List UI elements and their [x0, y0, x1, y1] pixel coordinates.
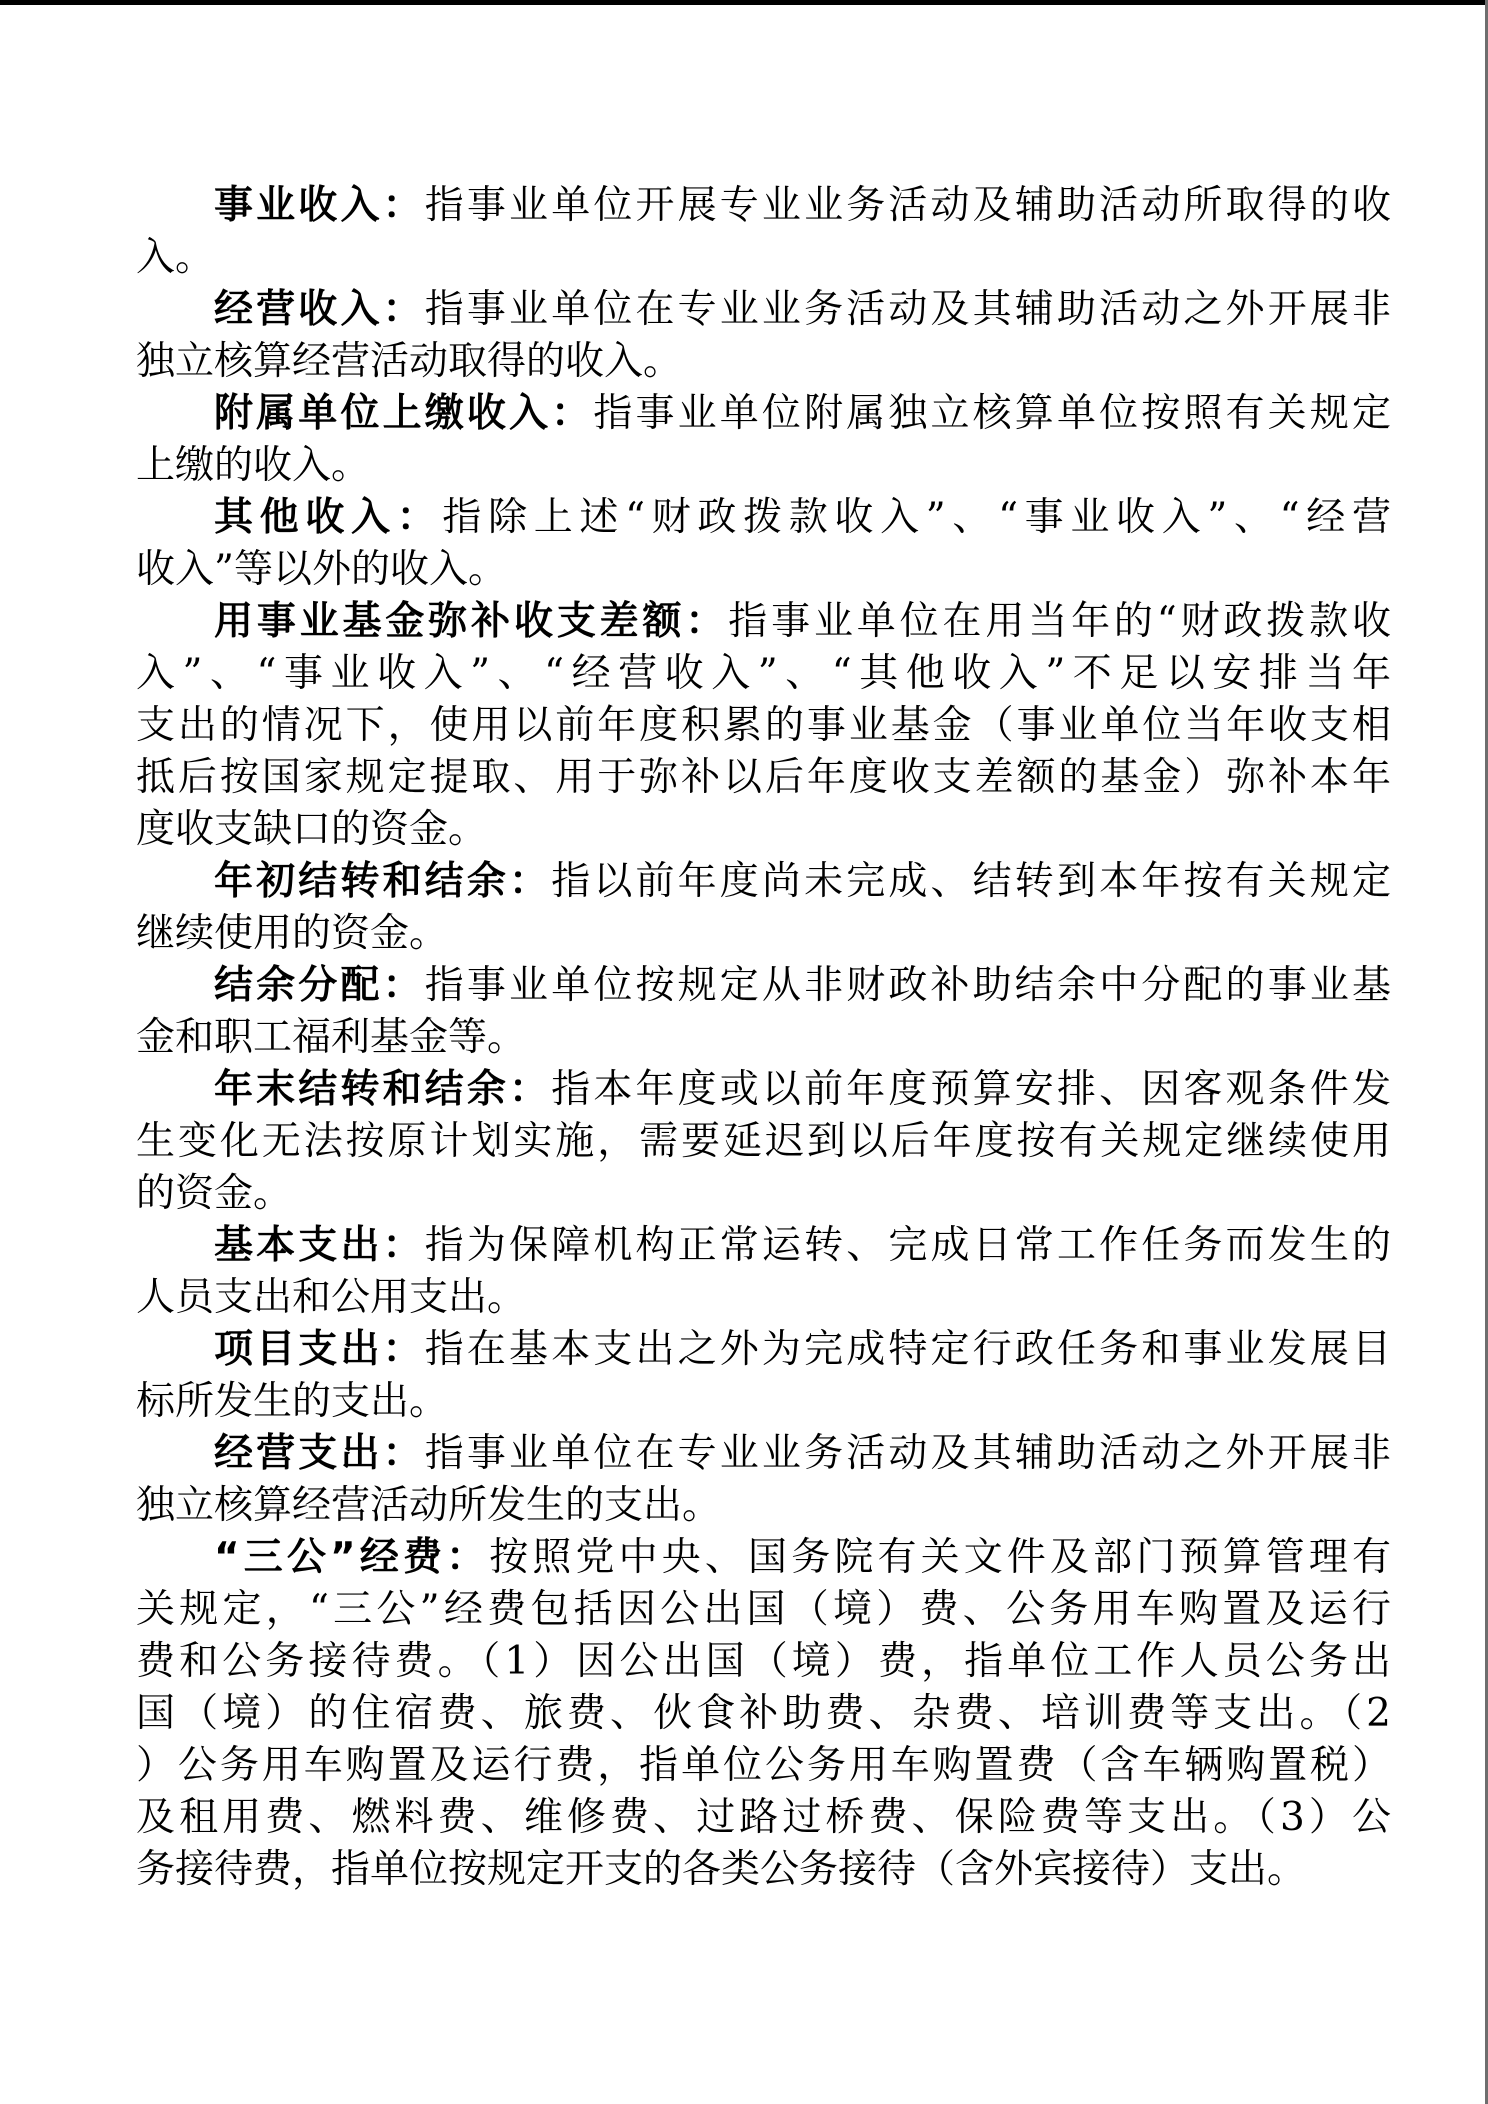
body-text: 收入”等以外的收入。	[136, 547, 507, 592]
term-label: 其他收入：	[214, 495, 443, 540]
paragraph	[136, 1428, 1391, 1532]
body-text: 抵后按国家规定提取、用于弥补以后年度收支差额的基金）弥补本年	[136, 755, 1391, 800]
body-text: 继续使用的资金。	[136, 911, 449, 956]
paragraph	[136, 388, 1391, 492]
text-line	[136, 1168, 1391, 1220]
term-label: 项目支出：	[214, 1327, 425, 1372]
text-line	[136, 1480, 1391, 1532]
body-text: 指事业单位开展专业业务活动及辅助活动所取得的收	[424, 183, 1391, 228]
body-text: 标所发生的支出。	[136, 1379, 449, 1424]
term-label: 经营支出：	[214, 1431, 425, 1476]
paragraph	[136, 1324, 1391, 1428]
paragraph	[136, 1064, 1391, 1220]
text-line	[136, 1376, 1391, 1428]
text-line	[136, 336, 1391, 388]
body-text: 指以前年度尚未完成、结转到本年按有关规定	[551, 859, 1391, 904]
body-text: 生变化无法按原计划实施，需要延迟到以后年度按有关规定继续使用	[136, 1119, 1391, 1164]
body-text: 指事业单位附属独立核算单位按照有关规定	[593, 391, 1391, 436]
body-text: 按照党中央、国务院有关文件及部门预算管理有	[489, 1535, 1391, 1580]
body-text: 国（境）的住宿费、旅费、伙食补助费、杂费、培训费等支出。（2	[136, 1691, 1391, 1736]
text-line	[136, 1324, 1391, 1376]
body-text: 独立核算经营活动取得的收入。	[136, 339, 683, 384]
text-line	[136, 960, 1391, 1012]
body-text: ）公务用车购置及运行费，指单位公务用车购置费（含车辆购置税）	[136, 1743, 1391, 1788]
text-line	[136, 1272, 1391, 1324]
body-text: 费和公务接待费。（1）因公出国（境）费，指单位工作人员公务出	[136, 1639, 1391, 1684]
text-line	[136, 700, 1391, 752]
text-line	[136, 1012, 1391, 1064]
term-label: 经营收入：	[214, 287, 425, 332]
paragraph	[136, 596, 1391, 856]
body-text: 指事业单位在专业业务活动及其辅助活动之外开展非	[424, 287, 1391, 332]
text-line	[136, 1064, 1391, 1116]
top-border-bar	[0, 0, 1488, 5]
paragraph	[136, 1220, 1391, 1324]
text-line	[136, 492, 1391, 544]
text-line	[136, 1584, 1391, 1636]
body-text: 指事业单位在专业业务活动及其辅助活动之外开展非	[424, 1431, 1391, 1476]
body-text: 关规定，“三公”经费包括因公出国（境）费、公务用车购置及运行	[136, 1587, 1391, 1632]
body-text: 独立核算经营活动所发生的支出。	[136, 1483, 722, 1528]
term-label: 事业收入：	[214, 183, 425, 228]
text-line	[136, 1532, 1391, 1584]
text-line	[136, 1844, 1391, 1896]
body-text: 入”、“事业收入”、“经营收入”、“其他收入”不足以安排当年	[136, 651, 1391, 696]
text-line	[136, 1428, 1391, 1480]
body-text: 及租用费、燃料费、维修费、过路过桥费、保险费等支出。（3）公	[136, 1795, 1391, 1840]
text-line	[136, 648, 1391, 700]
term-label: 附属单位上缴收入：	[214, 391, 594, 436]
body-text: 金和职工福利基金等。	[136, 1015, 527, 1060]
body-text: 指在基本支出之外为完成特定行政任务和事业发展目	[424, 1327, 1391, 1372]
body-text: 指本年度或以前年度预算安排、因客观条件发	[551, 1067, 1391, 1112]
text-line	[136, 856, 1391, 908]
body-text: 支出的情况下，使用以前年度积累的事业基金（事业单位当年收支相	[136, 703, 1391, 748]
text-line	[136, 180, 1391, 232]
term-label: “三公”经费：	[214, 1535, 490, 1580]
body-text: 的资金。	[136, 1171, 293, 1216]
body-text: 度收支缺口的资金。	[136, 807, 488, 852]
text-line	[136, 1688, 1391, 1740]
text-line	[136, 440, 1391, 492]
body-text: 指除上述“财政拨款收入”、“事业收入”、“经营	[442, 495, 1391, 540]
text-line	[136, 232, 1391, 284]
text-line	[136, 1792, 1391, 1844]
term-label: 用事业基金弥补收支差额：	[214, 599, 729, 644]
term-label: 年初结转和结余：	[214, 859, 552, 904]
body-text: 人员支出和公用支出。	[136, 1275, 527, 1320]
text-line	[136, 804, 1391, 856]
body-text: 上缴的收入。	[136, 443, 371, 488]
term-label: 结余分配：	[214, 963, 425, 1008]
text-line	[136, 388, 1391, 440]
text-line	[136, 1116, 1391, 1168]
paragraph	[136, 856, 1391, 960]
paragraph	[136, 180, 1391, 284]
text-line	[136, 596, 1391, 648]
paragraph	[136, 284, 1391, 388]
body-text: 指事业单位在用当年的“财政拨款收	[728, 599, 1391, 644]
text-line	[136, 752, 1391, 804]
body-text: 指为保障机构正常运转、完成日常工作任务而发生的	[424, 1223, 1391, 1268]
term-label: 年末结转和结余：	[214, 1067, 552, 1112]
paragraph	[136, 1532, 1391, 1896]
body-text: 指事业单位按规定从非财政补助结余中分配的事业基	[424, 963, 1391, 1008]
text-line	[136, 1636, 1391, 1688]
body-text: 务接待费，指单位按规定开支的各类公务接待（含外宾接待）支出。	[136, 1847, 1307, 1892]
text-line	[136, 908, 1391, 960]
text-line	[136, 1220, 1391, 1272]
text-line	[136, 284, 1391, 336]
text-line	[136, 1740, 1391, 1792]
term-label: 基本支出：	[214, 1223, 425, 1268]
body-text: 入。	[136, 235, 215, 280]
document-body	[136, 180, 1391, 1896]
text-line	[136, 544, 1391, 596]
paragraph	[136, 960, 1391, 1064]
paragraph	[136, 492, 1391, 596]
